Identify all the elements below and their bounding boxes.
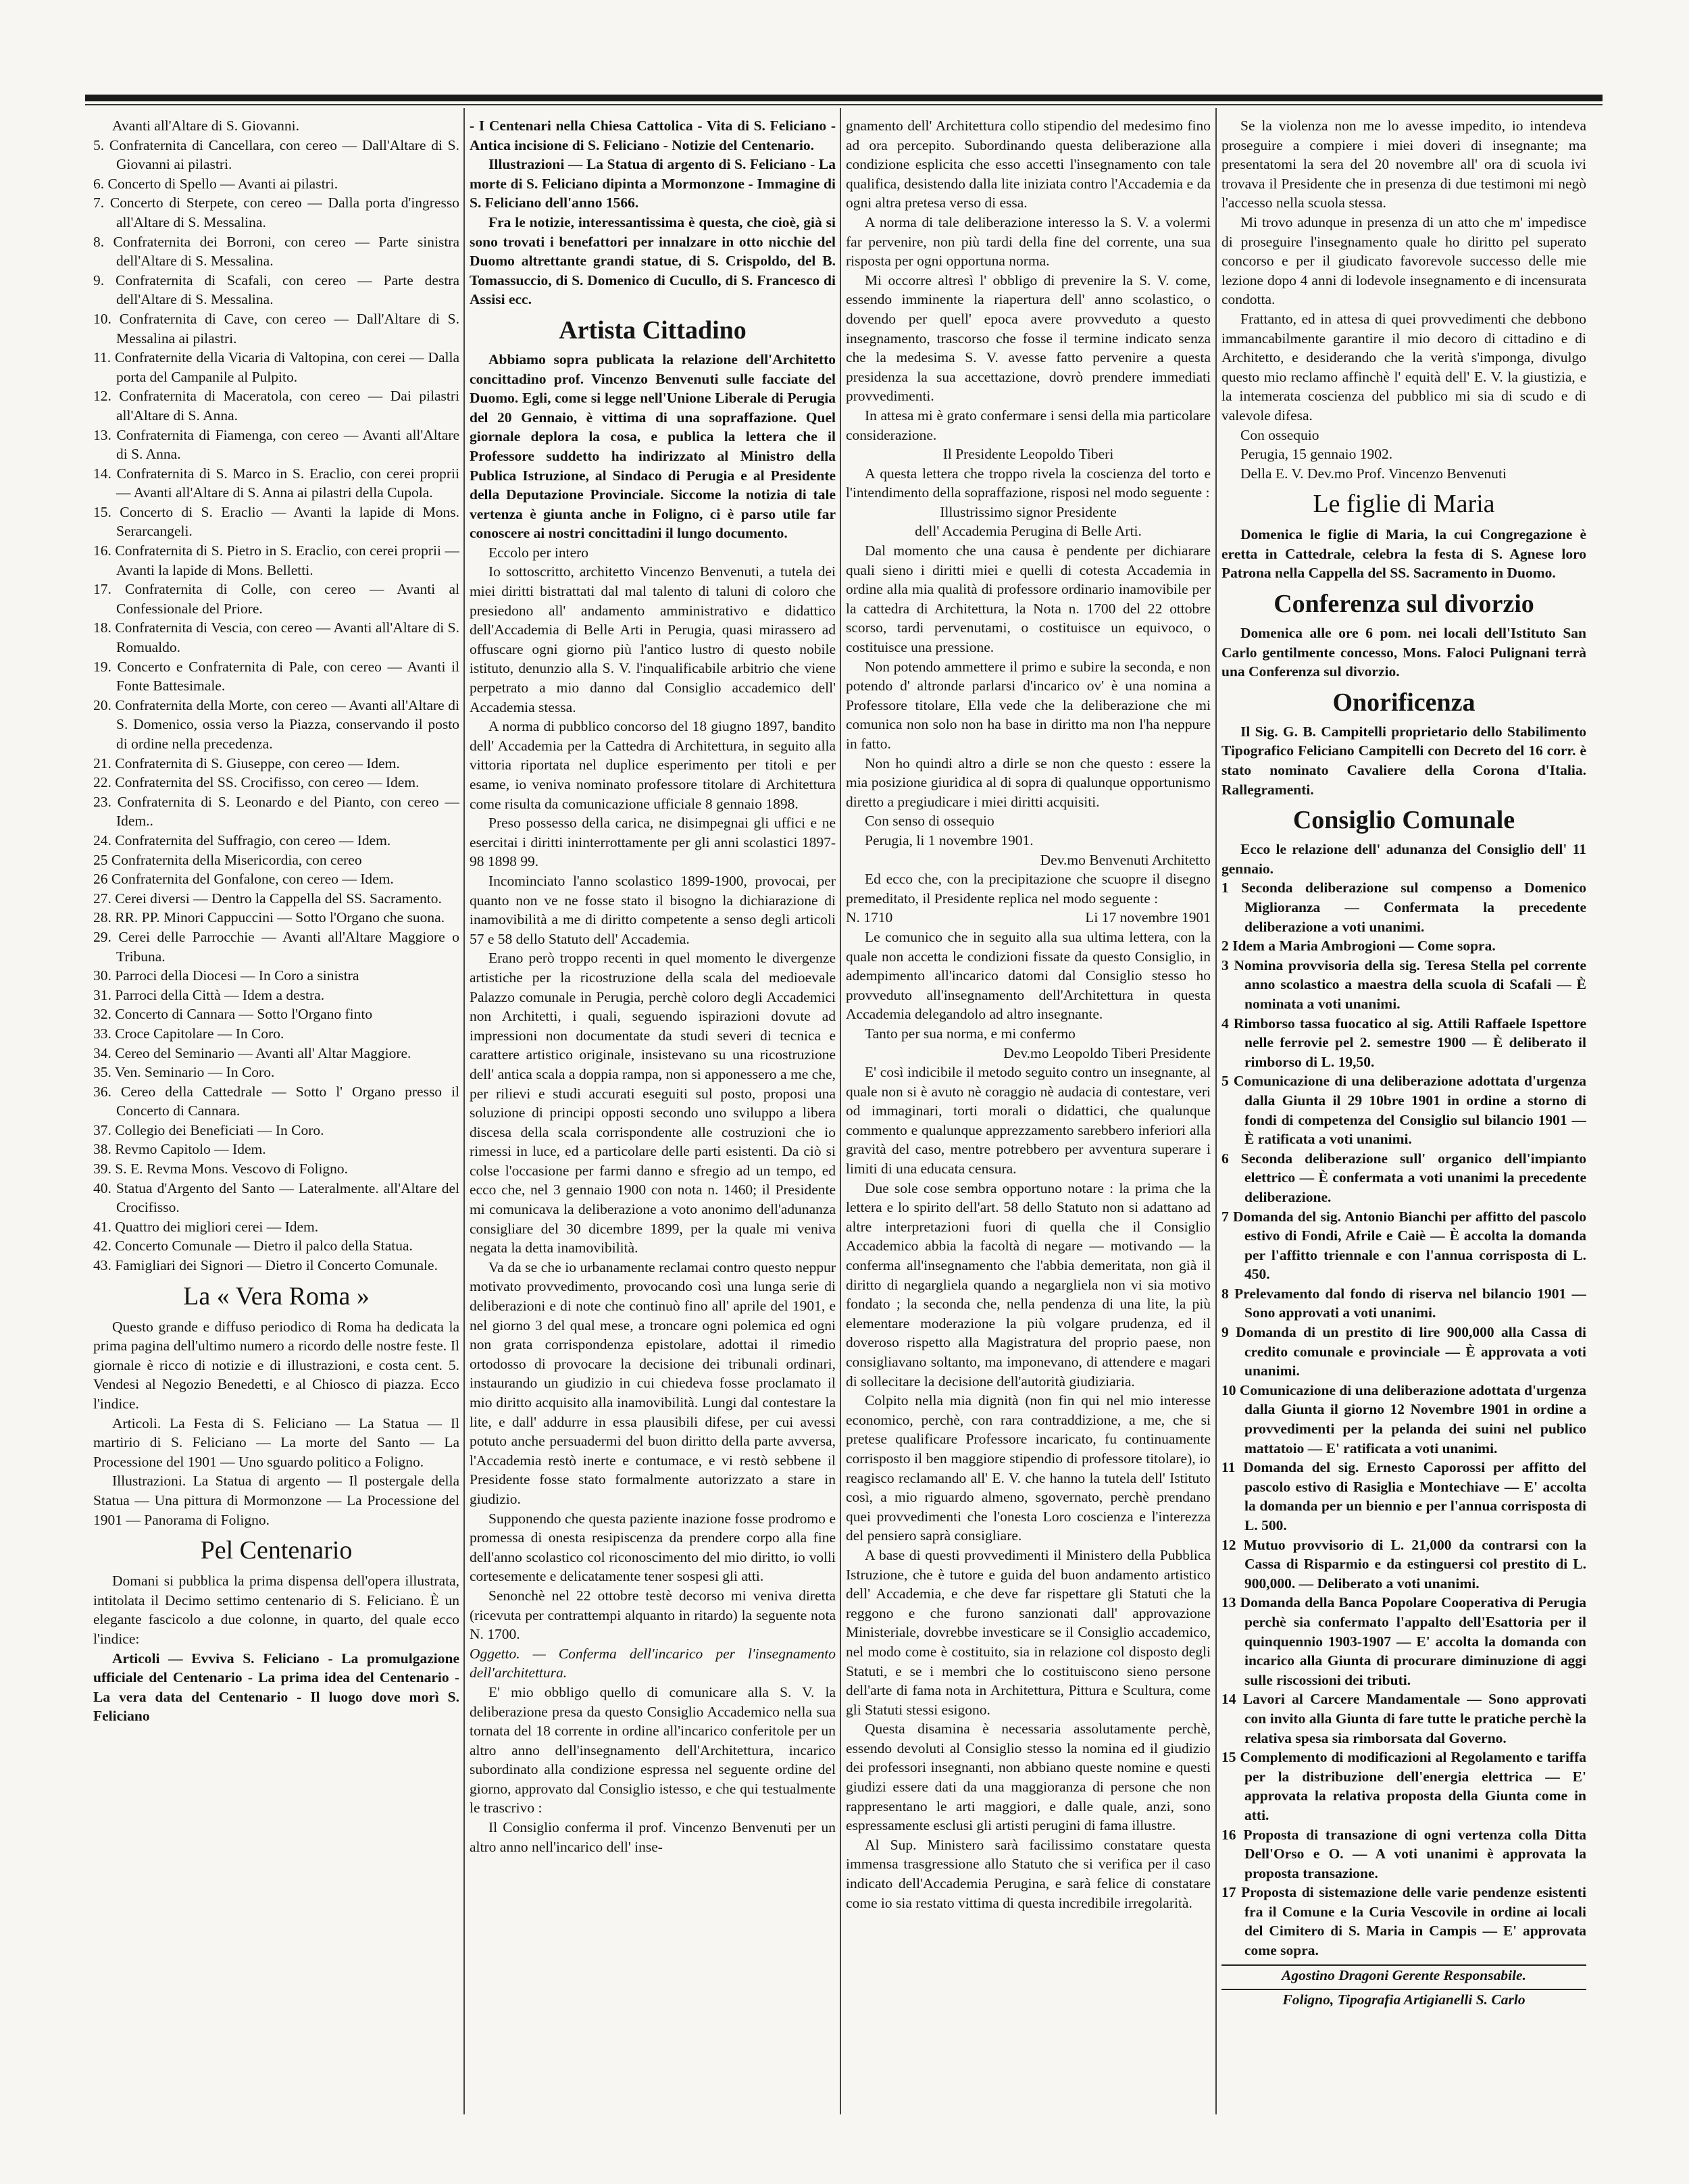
list-item: 1 Seconda deliberazione sul compenso a Domenico Miglioranza — Confermata la precedente deliberazione a voti unanimi.: [1221, 880, 1586, 935]
list-item: 35. Ven. Seminario — In Coro.: [93, 1064, 275, 1081]
paragraph: Erano però troppo recenti in quel momento le divergenze artistiche per la ricostruzione della scala del medioevale Palazzo comunale in Perugia, perchè coloro degli Accademici non Architetti, i quali, seguendo ispirazioni dovute ad impressioni non documentate da studi severi di tecnica e carattere artistico originale, insistevano su una ricostruzione dell' antica scala a doppia rampa, non si apponessero a me che, per rilievi e studi accurati eseguiti sul posto, proposi una soluzione di principi opposti secondo uno sviluppo a libera discesa della scala corrispondente alle costruzioni che io rimessi in luce, ed a particolare delle parti esistenti. Da ciò si colse l'occasione per farmi danno e sfregio ad un tempo, ed ecco che, nel 3 gennaio 1900 con nota n. 1460; il Presidente mi comunicava la deliberazione a voto anonimo dell'adunanza consigliare del 30 dicembre 1899, per la quale mi veniva negata la detta inamovibilità.: [470, 950, 836, 1256]
list-item: 40. Statua d'Argento del Santo — Lateralmente. all'Altare del Crocifisso.: [93, 1179, 459, 1216]
gerente: Agostino Dragoni Gerente Responsabile.: [1282, 1966, 1526, 1983]
note-header: [846, 908, 1211, 928]
paragraph: Con senso di ossequio: [865, 813, 994, 830]
column-divider: [1215, 108, 1217, 2114]
list-item: 33. Croce Capitolare — In Coro.: [93, 1025, 284, 1042]
top-rule: [85, 95, 1603, 101]
paragraph: Fra le notizie, interessantissima è questa, che cioè, già si sono trovati i benefattori per innalzare in otto nicchie del Duomo altrettante grandi statue, di S. Crispoldo, del B. Tomassuccio, di S. Domenico di Cucullo, di S. Francesco di Assisi ecc.: [470, 213, 836, 308]
list-item: 19. Concerto e Confraternita di Pale, con cereo — Avanti il Fonte Battesimale.: [93, 658, 459, 694]
paragraph: Dal momento che una causa è pendente per dichiarare quali sieno i diritti miei e quelli di cotesta Accademia in ordine alla mia qualità di professore ordinario inamovibile per la cattedra di Architettura, la Nota n. 1700 del 22 ottobre scorso, tardi pervenutami, o costituisce un equivoco, o costituisce una pressione.: [846, 542, 1211, 656]
list-item: 2 Idem a Maria Ambrogioni — Come sopra.: [1221, 938, 1496, 955]
salutation: dell' Accademia Perugina di Belle Arti.: [915, 523, 1142, 540]
list-item: 4 Rimborso tassa fuocatico al sig. Attili Raffaele Ispettore nelle ferrovie pel 2. semestre 1900 — È deliberato il rimborso di L. 19,50.: [1221, 1015, 1586, 1070]
list-item: 26 Confraternita del Gonfalone, con cereo — Idem.: [93, 871, 394, 888]
top-rule-thin: [85, 104, 1603, 105]
paragraph: Domenica le figlie di Maria, la cui Congregazione è eretta in Cattedrale, celebra la festa di S. Agnese loro Patrona nella Cappella del SS. Sacramento in Duomo.: [1221, 526, 1586, 582]
column-divider: [463, 108, 465, 2114]
paragraph: Perugia, 15 gennaio 1902.: [1240, 446, 1393, 463]
salutation: Illustrissimo signor Presidente: [940, 503, 1117, 520]
paragraph: Mi trovo adunque in presenza di un atto che m' impedisce di proseguire l'insegnamento quale ho diritto pel superato concorso e per il giudicato favorevole successo delle mie lezione dopo 4 anni di lodevole insegnamento e di incensurata condotta.: [1221, 213, 1586, 308]
list-item: 17 Proposta di sistemazione delle varie pendenze esistenti fra il Comune e la Curia Vescovile in ordine ai locali del Cimitero di S. Maria in Campis — E' approvata come sopra.: [1221, 1884, 1586, 1959]
paragraph: Preso possesso della carica, ne disimpegnai gli uffici e ne esercitai i diritti ininterrottamente per gli anni scolastici 1897-98 1898 99.: [470, 815, 836, 870]
list-item: 10. Confraternita di Cave, con cereo — Dall'Altare di S. Messalina ai pilastri.: [93, 310, 459, 347]
list-item: 30. Parroci della Diocesi — In Coro a sinistra: [93, 967, 359, 984]
list-item: 14. Confraternita di S. Marco in S. Eraclio, con cerei proprii — Avanti all'Altare di S. Anna ai pilastri della Cupola.: [93, 465, 459, 501]
list-item: 36. Cereo della Cattedrale — Sotto l' Organo presso il Concerto di Cannara.: [93, 1083, 459, 1119]
signature: Il Presidente Leopoldo Tiberi: [942, 446, 1114, 463]
paragraph: A norma di pubblico concorso del 18 giugno 1897, bandito dell' Accademia per la Cattedra di Architettura, in seguito alla vittoria riportata nel duplice esperimento per titoli e per esame, io veniva nominato professore titolare di Architettura come risulta da comunicazione ufficiale 8 gennaio 1898.: [470, 718, 836, 812]
paragraph: Due sole cose sembra opportuno notare : la prima che la lettera e lo spirito dell'art. 58 dello Statuto non si adattano ad altre interpretazioni fuori di quella che il Consiglio Accademico abbia la facoltà di negare — motivando — la conferma all'insegnamento che l'abbia demeritata, non già il diritto di negargliela quando a negargliela non vi sia motivo fondato ; la seconda che, nella pendenza di una lite, la più elementare moderazione la più volgare prudenza, ed il doveroso rispetto alla Magistratura del proprio paese, non consigliavano soltanto, ma imponevano, di attendere e magari di sollecitare la decisione dell'autorità giudiziaria.: [846, 1179, 1211, 1390]
paragraph: Questa disamina è necessaria assolutamente perchè, essendo devoluti al Consiglio stesso la nomina ed il giudizio dei professori insegnanti, non abbiano queste nomine e questi giudizi essere dati da una maggioranza di persone che non rappresentano le arti maggiori, e dalle quale, anzi, sono espressamente esclusi gli artisti perugini di fama illustre.: [846, 1721, 1211, 1834]
signature: Dev.mo Benvenuti Architetto: [1040, 851, 1211, 868]
signature: Dev.mo Leopoldo Tiberi Presidente: [1003, 1044, 1211, 1061]
list-item: 17. Confraternita di Colle, con cereo — Avanti al Confessionale del Priore.: [93, 581, 459, 617]
paragraph: Se la violenza non me lo avesse impedito, io intendeva proseguire a compiere i miei doveri di insegnante; ma presentatomi la sera del 20 novembre all' ora di scuola ivi trovava il Presidente che in presenza di due testimoni mi negò l'accesso nella scuola stessa.: [1221, 118, 1586, 211]
list-item: 23. Confraternita di S. Leonardo e del Pianto, con cereo — Idem..: [93, 793, 459, 830]
heading-vera-roma: La « Vera Roma »: [183, 1281, 370, 1311]
list-item: 8 Prelevamento dal fondo di riserva nel bilancio 1901 — Sono approvati a voti unanimi.: [1221, 1285, 1586, 1321]
paragraph: E' mio obbligo quello di comunicare alla S. V. la deliberazione presa da questo Consiglio Accademico nella sua tornata del 18 corrente in ordine all'incarico conferitole per un altro anno dell'insegnamento dell'Architettura, incarico subordinato alla condizione espressa nel seguente ordine del giorno, approvato dal Consiglio istesso, e che qui testualmente le trascrivo :: [470, 1683, 836, 1817]
paragraph: Mi occorre altresì l' obbligo di prevenire la S. V. come, essendo imminente la riapertura dell' anno scolastico, o dovendo per quell' epoca avere provveduto a questo insegnamento, trascorso che fosse il termine indicato senza che la medesima S. V. avesse fatto pervenire a questa presidenza la sua accettazione, dovrò prendere immediati provvedimenti.: [846, 272, 1211, 405]
list-item: 34. Cereo del Seminario — Avanti all' Altar Maggiore.: [93, 1044, 411, 1061]
list-item: 13. Confraternita di Fiamenga, con cereo — Avanti all'Altare di S. Anna.: [93, 426, 459, 463]
paragraph: Tanto per sua norma, e mi confermo: [865, 1025, 1076, 1042]
signature: Della E. V. Dev.mo Prof. Vincenzo Benvenuti: [1240, 465, 1507, 482]
list-item: 6 Seconda deliberazione sull' organico dell'impianto elettrico — È confermata a voti unanimi la precedente deliberazione.: [1221, 1150, 1586, 1205]
list-item: 9. Confraternita di Scafali, con cereo — Parte destra dell'Altare di S. Messalina.: [93, 272, 459, 308]
list-item: 7 Domanda del sig. Antonio Bianchi per affitto del pascolo estivo di Fondi, Afrile e Caiè — È accolta la domanda per l'affitto triennale e con l'annua corrisposta di L. 450.: [1221, 1208, 1586, 1283]
paragraph: A base di questi provvedimenti il Ministero della Pubblica Istruzione, che è tutore e guida del buon andamento artistico dell' Accademia, e che deve far rispettare gli Statuti che la reggono e che furono sanzionati dall' approvazione Ministeriale, dovrebbe investicare se il Consiglio accademico, nel modo come è costituito, sia in relazione col disposto degli Statuti, e se i membri che lo costituiscono sieno persone dell'arte di fama nota in Architettura, Pittura e Scultura, come gli Statuti stessi esigono.: [846, 1546, 1211, 1718]
column-1: [93, 116, 459, 2109]
list-item: 13 Domanda della Banca Popolare Cooperativa di Perugia perchè sia confermato l'appalto dell'Esattoria per il quinquennio 1903-1907 — E' accolta la domanda con incarico alla Giunta di procurare diminuzione di aggi sulle riscossioni dei tributi.: [1221, 1594, 1586, 1688]
paragraph: Articoli — Evviva S. Feliciano - La promulgazione ufficiale del Centenario - La prima idea del Centenario - La vera data del Centenario - Il luogo dove morì S. Feliciano: [93, 1650, 459, 1725]
list-item: 18. Confraternita di Vescia, con cereo — Avanti all'Altare di S. Romualdo.: [93, 619, 459, 656]
list-item: 20. Confraternita della Morte, con cereo — Avanti all'Altare di S. Domenico, ossia verso la Piazza, conservando il posto di ordine nella precedenza.: [93, 696, 459, 752]
column-divider: [840, 108, 841, 2114]
paragraph: Va da se che io urbanamente reclamai contro questo neppur motivato provvedimento, provocando così una lunga serie di deliberazioni e di note che continuò fino all' aprile del 1901, e nel giorno 3 del qual mese, a troncare ogni polemica ed ogni non grata corrispondenza epistolare, adottai il rimedio ortodosso di provocare la decisione dei tribunali ordinari, instaurando un giudizio in cui chiedeva fosse proclamato il mio diritto acquisito alla inamovibilità. Lungi dal contestare la lite, e dall' addurre in essa plausibili difese, per cui avessi potuto anche persuadermi del buon diritto della parte avversa, l'Accademia restò inerte e contumace, e vi restò sebbene il Presidente fosse stato formalmente autorizzato a stare in giudizio.: [470, 1259, 836, 1507]
list-item: 6. Concerto di Spello — Avanti ai pilastri.: [93, 175, 338, 192]
paragraph: Ed ecco che, con la precipitazione che scuopre il disegno premeditato, il Presidente replica nel modo seguente :: [846, 871, 1211, 907]
list-item: 12. Confraternita di Maceratola, con cereo — Dai pilastri all'Altare di S. Anna.: [93, 388, 459, 424]
list-item: 10 Comunicazione di una deliberazione adottata d'urgenza dalla Giunta il giorno 12 Novembre 1901 in ordine a provvedimenti per la pelanda dei suini nel publico mattatoio — E' ratificata a voti unanimi.: [1221, 1381, 1586, 1456]
paragraph: E' così indicibile il metodo seguito contro un insegnante, al quale non si è avuto nè coraggio nè audacia di contestare, veri od immaginari, torti morali o didattici, che qualunque commento e qualunque apprezzamento sarebbero inferiori alla gravità del caso, mentre potrebbero per avventura superare i limiti di una educata censura.: [846, 1064, 1211, 1177]
heading-figlie-di-maria: Le figlie di Maria: [1313, 490, 1495, 519]
list-item: 5. Confraternita di Cancellara, con cereo — Dall'Altare di S. Giovanni ai pilastri.: [93, 136, 459, 173]
paragraph: Io sottoscritto, architetto Vincenzo Benvenuti, a tutela dei miei diritti bistrattati dal mal talento di taluni di coloro che presiedono all' andamento amministrativo e didattico dell'Accademia di Belle Arti in Perugia, quasi mirassero ad offuscare ogni giorno più l'antico lustro di questo nobile istituto, denunzio alla S. V. l'inqualificabile arbitrio che viene perpetrato a mio danno dal Consiglio accademico dell' Accademia stessa.: [470, 563, 836, 715]
list-item: 22. Confraternita del SS. Crocifisso, con cereo — Idem.: [93, 774, 420, 791]
list-item: 15. Concerto di S. Eraclio — Avanti la lapide di Mons. Serarcangeli.: [93, 503, 459, 540]
paragraph: Incominciato l'anno scolastico 1899-1900, provocai, per quanto non ve ne fosse stato il bisogno la dichiarazione di inamovibilità a me di diritto competente a senso degli articoli 57 e 58 dello Statuto dell' Accademia.: [470, 872, 836, 947]
paragraph: Articoli. La Festa di S. Feliciano — La Statua — Il martirio di S. Feliciano — La morte del Santo — La Processione del 1901 — Uno sguardo politico a Foligno.: [93, 1415, 459, 1470]
list-item: 38. Revmo Capitolo — Idem.: [93, 1141, 266, 1158]
paragraph: Perugia, li 1 novembre 1901.: [865, 832, 1034, 848]
paragraph: Il Consiglio conferma il prof. Vincenzo Benvenuti per un altro anno nell'incarico dell' inse-: [470, 1819, 836, 1855]
list-item: 28. RR. PP. Minori Cappuccini — Sotto l'Organo che suona.: [93, 909, 445, 926]
paragraph: Avanti all'Altare di S. Giovanni.: [112, 118, 299, 134]
heading-conferenza: Conferenza sul divorzio: [1274, 590, 1534, 619]
heading-consiglio-comunale: Consiglio Comunale: [1292, 806, 1515, 835]
list-item: 16 Proposta di transazione di ogni vertenza colla Ditta Dell'Orso e O. — A voti unanimi è approvata la proposta transazione.: [1221, 1826, 1586, 1881]
paragraph: Le comunico che in seguito alla sua ultima lettera, con la quale non accetta le condizioni fissate da questo Consiglio, in adempimento all'incarico datomi dal Consiglio stesso ho provveduto all'insegnamento dell'Architettura in questa Accademia delegandolo ad altro insegnante.: [846, 928, 1211, 1023]
list-item: 9 Domanda di un prestito di lire 900,000 alla Cassa di credito comunale e provinciale — È approvata a voti unanimi.: [1221, 1324, 1586, 1379]
list-item: 7. Concerto di Sterpete, con cereo — Dalla porta d'ingresso all'Altare di S. Messalina.: [93, 195, 459, 230]
paragraph: Domani si pubblica la prima dispensa dell'opera illustrata, intitolata il Decimo settimo centenario di S. Feliciano. È un elegante fascicolo a due colonne, in quarto, del quale ecco l'indice:: [93, 1573, 459, 1647]
heading-pel-centenario: Pel Centenario: [200, 1536, 353, 1565]
column-3: [846, 116, 1211, 2109]
heading-onorificenza: Onorificenza: [1332, 688, 1476, 717]
paragraph: Al Sup. Ministero sarà facilissimo constatare questa immensa trasgressione allo Statuto che si verifica per il caso indicato dell'Accademia Perugina, e sarà felice di constatare come io sia restato vittima di questa incredibile irregolarità.: [846, 1836, 1211, 1911]
list-item: 29. Cerei delle Parrocchie — Avanti all'Altare Maggiore o Tribuna.: [93, 928, 459, 965]
list-item: 21. Confraternita di S. Giuseppe, con cereo — Idem.: [93, 755, 400, 771]
paragraph: Questo grande e diffuso periodico di Roma ha dedicata la prima pagina dell'ultimo numero a ricordo delle nostre feste. Il giornale è ricco di notizie e di illustrazioni, e costa cent. 5. Vendesi al Negozio Benedetti, e al Chiosco di piazza. Ecco l'indice.: [93, 1318, 459, 1412]
note-number: N. 1710: [846, 909, 893, 926]
list-item: 27. Cerei diversi — Dentro la Cappella del SS. Sacramento.: [93, 890, 442, 907]
list-item: 43. Famigliari dei Signori — Dietro il Concerto Comunale.: [93, 1257, 438, 1274]
list-item: 37. Collegio dei Beneficiati — In Coro.: [93, 1121, 324, 1138]
list-item: 41. Quattro dei migliori cerei — Idem.: [93, 1218, 319, 1235]
paragraph: A questa lettera che troppo rivela la coscienza del torto e l'intendimento della sopraffazione, risposi nel modo seguente :: [846, 465, 1211, 501]
paragraph: Domenica alle ore 6 pom. nei locali dell'Istituto San Carlo gentilmente concesso, Mons. Faloci Pulignani terrà una Conferenza sul divorzio.: [1221, 625, 1586, 680]
list-item: 12 Mutuo provvisorio di L. 21,000 da contrarsi con la Cassa di Risparmio e da estinguersi col prestito di L. 900,000. — Deliberato a voti unanimi.: [1221, 1536, 1586, 1592]
paragraph: Non potendo ammettere il primo e subire la seconda, e non potendo d' altronde parlarsi d'incarico ov' è una nomina a Professore titolare, Ella vede che la deliberazione che mi comunica non solo non ha base in diritto ma non l'ha neppure in fatto.: [846, 658, 1211, 752]
council-items: [1221, 878, 1586, 1960]
paragraph: Abbiamo sopra publicata la relazione dell'Architetto concittadino prof. Vincenzo Benvenuti sulle facciate del Duomo. Egli, come si legge nell'Unione Liberale di Perugia del 20 Gennaio, è vittima di una sopraffazione. Quel giornale deplora la cosa, e publica la lettera che il Professore suddetto ha indirizzato al Ministro della Publica Istruzione, al Sindaco di Perugia e al Presidente della Deputazione Provinciale. Siccome la notizia di tale vertenza è giunta anche in Foligno, ci è parso utile far conoscere ai nostri concittadini il lungo documento.: [470, 351, 836, 542]
list-item: 39. S. E. Revma Mons. Vescovo di Foligno.: [93, 1161, 349, 1177]
list-item: 11 Domanda del sig. Ernesto Caporossi per affitto del pascolo estivo di Rasiglia e Montechiave — E' accolta la domanda per un biennio e per l'annua corrisposta di L. 500.: [1221, 1459, 1586, 1533]
paragraph: Ecco le relazione dell' adunanza del Consiglio dell' 11 gennaio.: [1221, 841, 1586, 877]
list-item: 31. Parroci della Città — Idem a destra.: [93, 986, 325, 1003]
list-item: 11. Confraternite della Vicaria di Valtopina, con cerei — Dalla porta del Campanile al Pulpito.: [93, 349, 459, 385]
paragraph: Il Sig. G. B. Campitelli proprietario dello Stabilimento Tipografico Feliciano Campitelli con Decreto del 16 corr. è stato nominato Cavaliere della Corona d'Italia. Rallegramenti.: [1221, 723, 1586, 798]
list-item: 16. Confraternita di S. Pietro in S. Eraclio, con cerei proprii — Avanti la lapide di Mons. Belletti.: [93, 542, 459, 578]
paragraph: Con ossequio: [1240, 426, 1319, 443]
list-item: 5 Comunicazione di una deliberazione adottata d'urgenza dalla Giunta il 29 10bre 1901 in ordine a storno di fondi di competenza del Consiglio sul bilancio 1901 — È ratificata a voti unanimi.: [1221, 1073, 1586, 1148]
printer: Foligno, Tipografia Artigianelli S. Carlo: [1282, 1991, 1526, 2008]
list-item: 24. Confraternita del Suffragio, con cereo — Idem.: [93, 832, 391, 848]
list-item: 3 Nomina provvisoria della sig. Teresa Stella pel corrente anno scolastico a maestra della scuola di Scafali — È nominata a voti unanimi.: [1221, 957, 1586, 1012]
column-2: [470, 116, 836, 2109]
paragraph: A norma di tale deliberazione interesso la S. V. a volermi far pervenire, non più tardi della fine del corrente, una sua risposta per ogni opportuna norma.: [846, 213, 1211, 270]
paragraph: Non ho quindi altro a dirle se non che questo : essere la mia posizione giuridica al di sopra di qualunque opportunismo diretto a pregiudicare i miei diritti acquisiti.: [846, 755, 1211, 810]
list-item: 25 Confraternita della Misericordia, con cereo: [93, 851, 362, 868]
note-date: Li 17 novembre 1901: [1085, 909, 1211, 926]
paragraph: Illustrazioni. La Statua di argento — Il postergale della Statua — Una pittura di Mormonzone — La Processione del 1901 — Panorama di Foligno.: [93, 1473, 459, 1528]
paragraph: Senonchè nel 22 ottobre testè decorso mi veniva diretta (ricevuta per contrattempi alquanto in ritardo) la seguente nota N. 1700.: [470, 1587, 836, 1643]
list-item: 15 Complemento di modificazioni al Regolamento e tariffa per la distribuzione dell'energia elettrica — E' approvata la relativa proposta della Giunta come in atti.: [1221, 1749, 1586, 1823]
list-item: 32. Concerto di Cannara — Sotto l'Organo finto: [93, 1006, 373, 1023]
paragraph: In attesa mi è grato confermare i sensi della mia particolare considerazione.: [846, 407, 1211, 443]
list-item: 8. Confraternita dei Borroni, con cereo — Parte sinistra dell'Altare di S. Messalina.: [93, 233, 459, 270]
paragraph: Colpito nella mia dignità (non fin qui nel mio interesse economico, perchè, con rara contraddizione, a me, che si pretese qualificare Professore incaricato, fu continuamente corrisposto il ben maggiore stipendio di professore titolare), io reagisco reclamando all' E. V. che hanno la tutela dell' Istituto così, a mio riguardo almeno, sgovernato, perchè prendano quei provvedimenti che l'onesta Loro coscienza e l'interezza del pensiero saprà consigliare.: [846, 1392, 1211, 1544]
list-item: 14 Lavori al Carcere Mandamentale — Sono approvati con invito alla Giunta di fare tutte le pratiche perchè la relativa spesa sia rimborsata dal Governo.: [1221, 1691, 1586, 1746]
column-4: [1221, 116, 1586, 2109]
paragraph: Oggetto. — Conferma dell'incarico per l'insegnamento dell'architettura.: [470, 1645, 836, 1681]
procession-list: [93, 136, 459, 1275]
heading-artista-cittadino: Artista Cittadino: [559, 315, 747, 345]
list-item: 42. Concerto Comunale — Dietro il palco della Statua.: [93, 1238, 413, 1254]
paragraph: Supponendo che questa paziente inazione fosse prodromo e promessa di onesta resipiscenza da prendere corpo alla fine dell'anno scolastico col riconoscimento del mio diritto, io volli cortesemente e delicatamente tener sospesi gli atti.: [470, 1510, 836, 1585]
paragraph: Illustrazioni — La Statua di argento di S. Feliciano - La morte di S. Feliciano dipinta a Mormonzone - Immagine di S. Feliciano dell'anno 1566.: [470, 156, 836, 211]
paragraph: Frattanto, ed in attesa di quei provvedimenti che debbono immancabilmente garantire il mio decoro di cittadino e di Architetto, e desiderando che la verità s'imponga, divulgo questo mio reclamo affinchè l' equità dell' E. V. la giustizia, e la intemerata coscienza del pubblico mi sia di scudo e di valevole difesa.: [1221, 310, 1586, 424]
paragraph: gnamento dell' Architettura collo stipendio del medesimo fino ad ora percepito. Subordinando questa deliberazione alla condizione esplicita che esso accetti l'insegnamento con tale qualifica, desistendo dalla lite iniziata contro l'Accademia e da ogni altra pretesa verso di essa.: [846, 118, 1211, 211]
paragraph: Eccolo per intero: [488, 544, 589, 561]
paragraph: - I Centenari nella Chiesa Cattolica - Vita di S. Feliciano - Antica incisione di S. Feliciano - Notizie del Centenario.: [470, 118, 836, 153]
